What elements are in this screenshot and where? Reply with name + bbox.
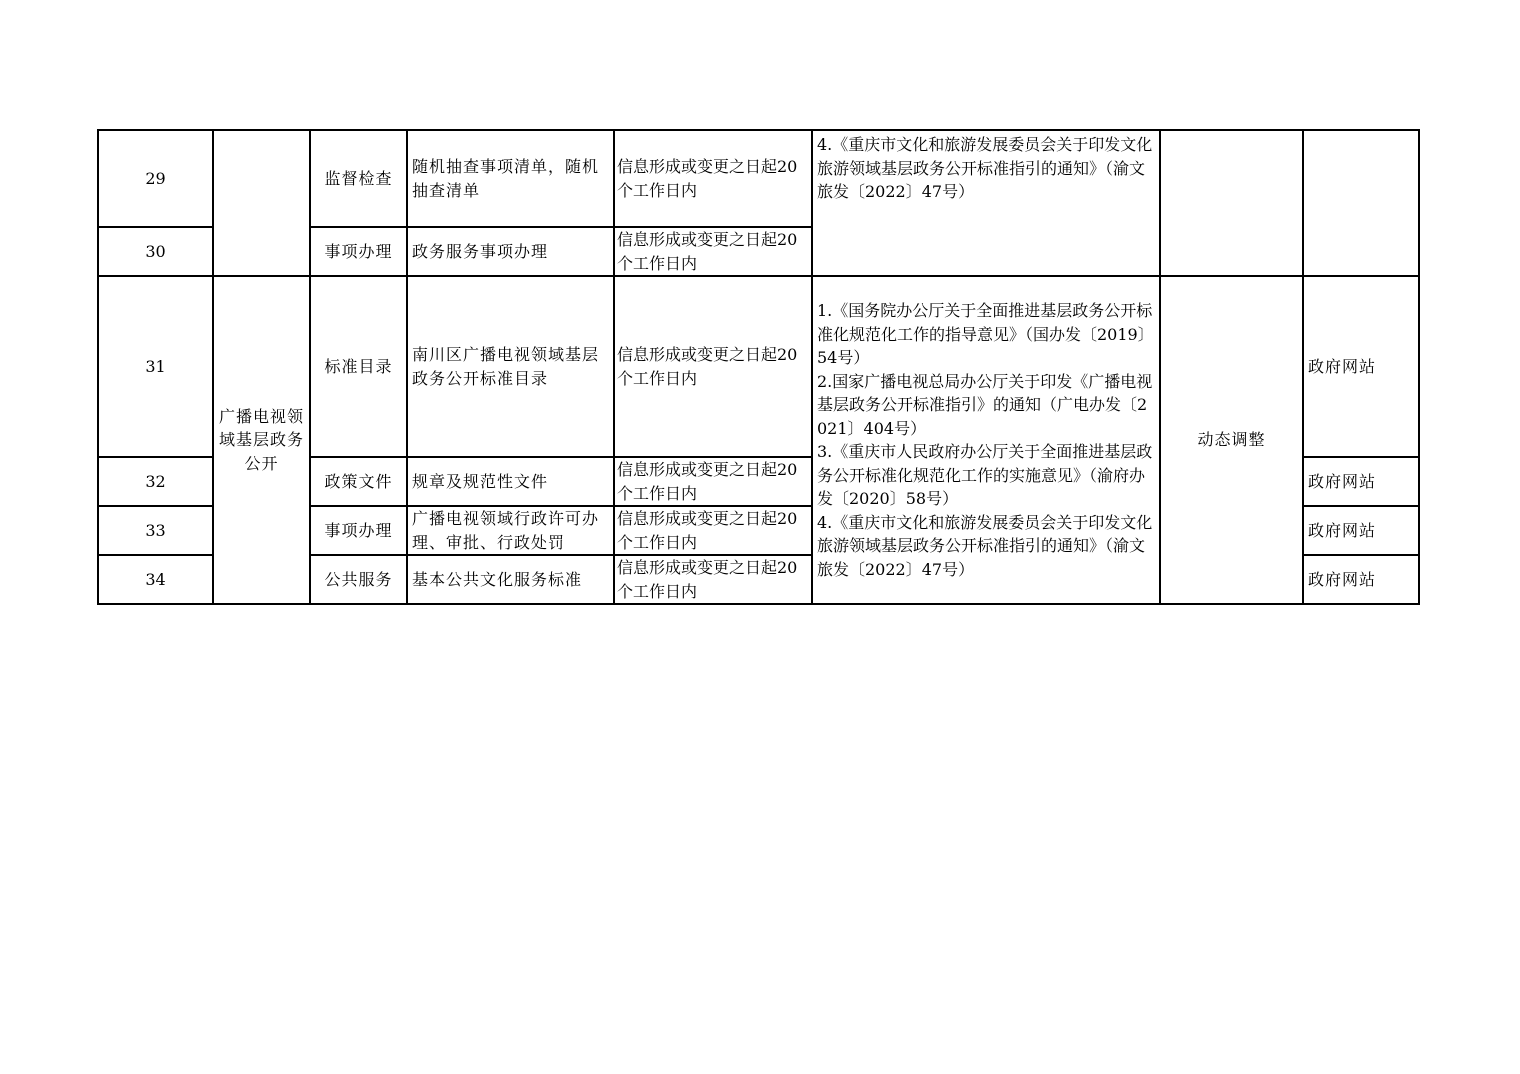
basis-cell: 4.《重庆市文化和旅游发展委员会关于印发文化旅游领域基层政务公开标准指引的通知》（渝文旅发〔2022〕47号）: [812, 130, 1160, 276]
subcategory-cell: 监督检查: [310, 130, 407, 227]
category-cell: 广播电视领域基层政务公开: [213, 276, 310, 604]
update-cell: [1160, 130, 1303, 276]
disclosure-table: [97, 129, 1420, 605]
basis-cell: [812, 276, 1160, 604]
row-number: 31: [98, 276, 213, 457]
subcategory-cell: 事项办理: [310, 227, 407, 276]
basis-item: 1.《国务院办公厅关于全面推进基层政务公开标准化规范化工作的指导意见》（国办发〔2019〕54号）: [817, 301, 1154, 367]
row-number: 34: [98, 555, 213, 604]
period-cell: 信息形成或变更之日起20个工作日内: [614, 130, 812, 227]
channel-cell: 政府网站: [1303, 506, 1419, 555]
update-cell: 动态调整: [1160, 276, 1303, 604]
period-cell: 信息形成或变更之日起20个工作日内: [614, 457, 812, 506]
basis-item: 2.国家广播电视总局办公厅关于印发《广播电视基层政务公开标准指引》的通知（广电办发〔2021〕404号）: [817, 371, 1153, 438]
table-row: [98, 276, 1419, 457]
subcategory-cell: 公共服务: [310, 555, 407, 604]
row-number: 33: [98, 506, 213, 555]
basis-item: 4.《重庆市文化和旅游发展委员会关于印发文化旅游领域基层政务公开标准指引的通知》（渝文旅发〔2022〕47号）: [817, 512, 1153, 579]
subcategory-cell: 标准目录: [310, 276, 407, 457]
row-number: 32: [98, 457, 213, 506]
period-cell: 信息形成或变更之日起20个工作日内: [614, 276, 812, 457]
content-cell: 基本公共文化服务标准: [407, 555, 614, 604]
subcategory-cell: 事项办理: [310, 506, 407, 555]
category-cell: [213, 130, 310, 276]
row-number: 29: [98, 130, 213, 227]
channel-cell: 政府网站: [1303, 457, 1419, 506]
content-cell: 政务服务事项办理: [407, 227, 614, 276]
content-cell: 广播电视领域行政许可办理、审批、行政处罚: [407, 506, 614, 555]
channel-cell: [1303, 130, 1419, 276]
period-cell: 信息形成或变更之日起20个工作日内: [614, 227, 812, 276]
period-cell: 信息形成或变更之日起20个工作日内: [614, 555, 812, 604]
content-cell: 南川区广播电视领域基层政务公开标准目录: [407, 276, 614, 457]
table-row: [98, 130, 1419, 227]
channel-cell: 政府网站: [1303, 276, 1419, 457]
content-cell: 规章及规范性文件: [407, 457, 614, 506]
content-cell: 随机抽查事项清单，随机抽查清单: [407, 130, 614, 227]
channel-cell: 政府网站: [1303, 555, 1419, 604]
subcategory-cell: 政策文件: [310, 457, 407, 506]
period-cell: 信息形成或变更之日起20个工作日内: [614, 506, 812, 555]
row-number: 30: [98, 227, 213, 276]
basis-item: 3.《重庆市人民政府办公厅关于全面推进基层政务公开标准化规范化工作的实施意见》（渝府办发〔2020〕58号）: [817, 442, 1153, 508]
